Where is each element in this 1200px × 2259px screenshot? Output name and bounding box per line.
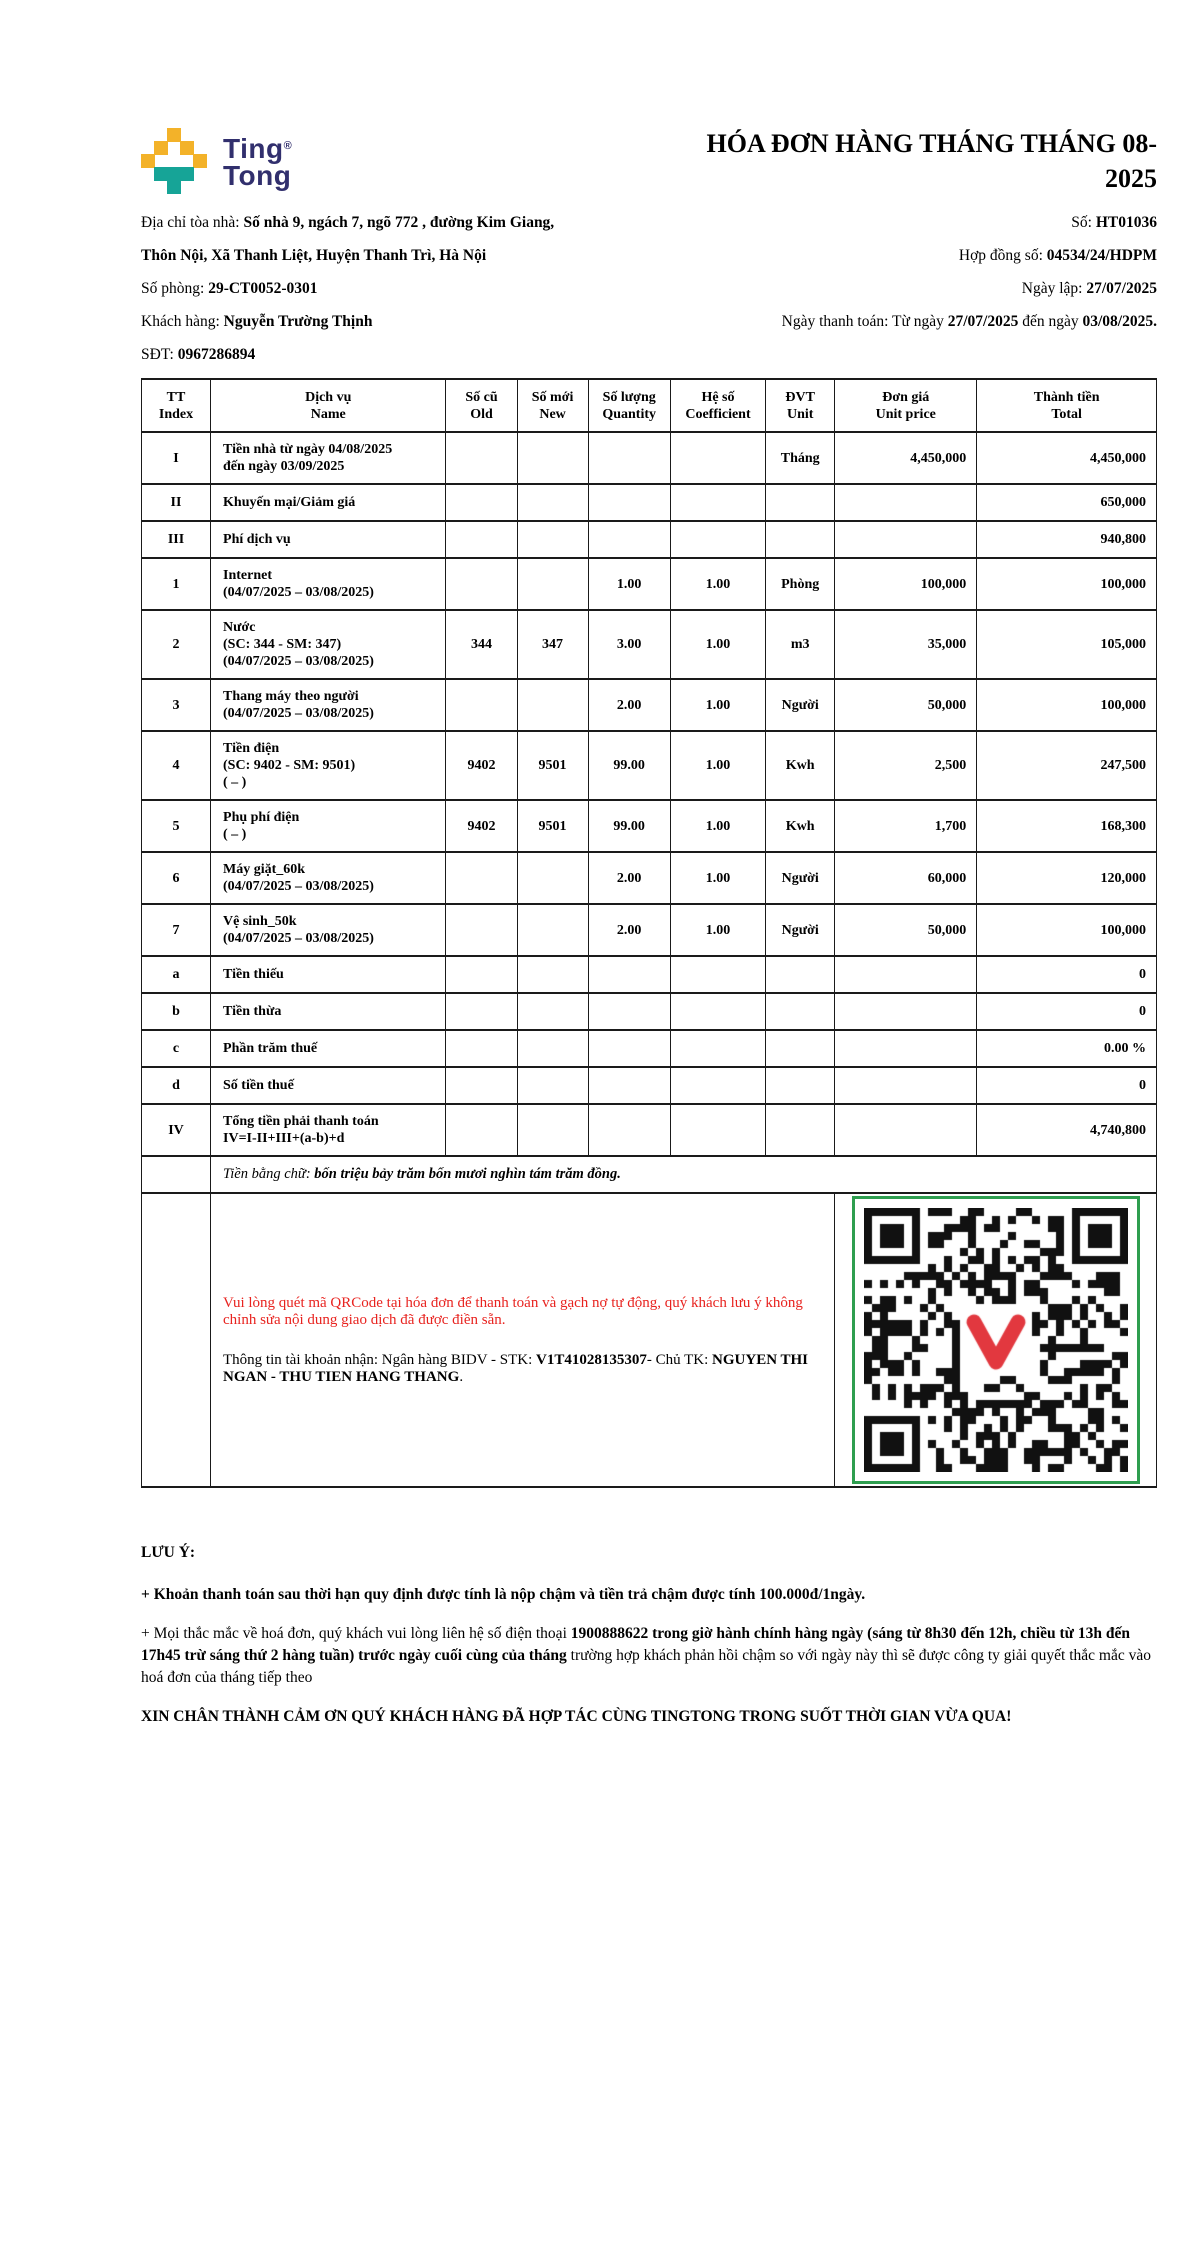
cell-unit bbox=[766, 521, 835, 558]
column-header: TT Index bbox=[142, 379, 211, 432]
table-row bbox=[142, 1104, 1157, 1156]
text-run: 27/07/2025 bbox=[1086, 280, 1157, 297]
cell-old bbox=[446, 1030, 517, 1067]
cell-new bbox=[517, 956, 588, 993]
qr-code bbox=[852, 1196, 1140, 1484]
cell-unit bbox=[766, 1104, 835, 1156]
cell-new bbox=[517, 484, 588, 521]
logo-pixel bbox=[154, 141, 168, 155]
text-run: NGUYEN THI NGAN - THU TIEN HANG THANG bbox=[223, 1351, 809, 1385]
column-header: Đơn giá Unit price bbox=[835, 379, 977, 432]
cell-name: Tiền nhà từ ngày 04/08/2025 đến ngày 03/09/2025 bbox=[211, 432, 446, 484]
text-run: HT01036 bbox=[1095, 214, 1157, 231]
cell-coef bbox=[670, 484, 765, 521]
text-run: V1T41028135307 bbox=[536, 1351, 647, 1368]
cell-new: 9501 bbox=[517, 731, 588, 800]
logo-pixel bbox=[167, 128, 181, 142]
table-row bbox=[142, 521, 1157, 558]
cell-name: Nước (SC: 344 - SM: 347) (04/07/2025 – 03/08/2025) bbox=[211, 610, 446, 679]
cell-new bbox=[517, 521, 588, 558]
qr-instruction-text: Vui lòng quét mã QRCode tại hóa đơn để thanh toán và gạch nợ tự động, quý khách lưu ý không chỉnh sửa nội dung giao dịch đã được điền sẵn. bbox=[223, 1294, 803, 1328]
table-row bbox=[142, 1030, 1157, 1067]
payment-instructions-cell bbox=[211, 1193, 835, 1487]
text-run: Ngày thanh toán: Từ ngày bbox=[781, 313, 948, 330]
text-run: + Khoản thanh toán sau thời hạn quy định được tính là nộp chậm và tiền trả chậm được tính 100.000đ/1ngày. bbox=[141, 1586, 866, 1603]
cell-idx: c bbox=[142, 1030, 211, 1067]
text-run: SĐT: bbox=[141, 346, 178, 363]
cell-coef: 1.00 bbox=[670, 852, 765, 904]
cell-idx: 1 bbox=[142, 558, 211, 610]
logo-pixel bbox=[180, 141, 194, 155]
cell-new bbox=[517, 1030, 588, 1067]
text-run: . bbox=[459, 1368, 464, 1385]
cell-total: 0 bbox=[977, 993, 1157, 1030]
cell-price: 35,000 bbox=[835, 610, 977, 679]
tingtong-logo-text bbox=[223, 133, 292, 189]
cell-price: 50,000 bbox=[835, 679, 977, 731]
cell-total: 0 bbox=[977, 956, 1157, 993]
tingtong-logo-icon bbox=[141, 128, 207, 194]
table-row bbox=[142, 484, 1157, 521]
text-run: Thôn Nội, Xã Thanh Liệt, Huyện Thanh Trì, Hà Nội bbox=[141, 247, 487, 264]
text-run: 04534/24/HDPM bbox=[1046, 247, 1157, 264]
footer-note bbox=[141, 1706, 1157, 1728]
cell-total: 168,300 bbox=[977, 800, 1157, 852]
cell-qty bbox=[588, 956, 670, 993]
cell-total: 0 bbox=[977, 1067, 1157, 1104]
cell-qty bbox=[588, 484, 670, 521]
cell-price: 2,500 bbox=[835, 731, 977, 800]
text-run: 29-CT0052-0301 bbox=[208, 280, 318, 297]
cell-coef: 1.00 bbox=[670, 558, 765, 610]
amount-in-words-label: Tiền bằng chữ: bbox=[223, 1166, 315, 1182]
cell-unit: Kwh bbox=[766, 800, 835, 852]
text-run: trường hợp khách phản hồi chậm so với ngày này thì sẽ được công ty giải quyết thắc mắc vào hoá đơn của tháng tiếp theo bbox=[141, 1647, 1151, 1686]
cell-price bbox=[835, 484, 977, 521]
table-row bbox=[142, 432, 1157, 484]
cell-qty: 1.00 bbox=[588, 558, 670, 610]
cell-price bbox=[835, 1030, 977, 1067]
invoice-meta bbox=[141, 206, 1157, 371]
cell-unit: m3 bbox=[766, 610, 835, 679]
cell-total: 100,000 bbox=[977, 558, 1157, 610]
cell-qty bbox=[588, 432, 670, 484]
cell-idx: b bbox=[142, 993, 211, 1030]
amount-in-words-value: bốn triệu bảy trăm bốn mươi nghìn tám trăm đồng. bbox=[314, 1166, 621, 1182]
meta-line-right bbox=[782, 206, 1157, 239]
cell-idx: 7 bbox=[142, 904, 211, 956]
cell-new: 9501 bbox=[517, 800, 588, 852]
cell-name: Tiền thiếu bbox=[211, 956, 446, 993]
text-run: 03/08/2025. bbox=[1082, 313, 1157, 330]
cell-old bbox=[446, 904, 517, 956]
meta-left-column bbox=[141, 206, 554, 371]
cell-name: Tổng tiền phải thanh toán IV=I-II+III+(a-b)+d bbox=[211, 1104, 446, 1156]
column-header: Hệ số Coefficient bbox=[670, 379, 765, 432]
logo-word-tong: Tong bbox=[223, 160, 292, 191]
cell-new bbox=[517, 1104, 588, 1156]
cell-coef: 1.00 bbox=[670, 904, 765, 956]
text-run: + Mọi thắc mắc về hoá đơn, quý khách vui lòng liên hệ số điện thoại bbox=[141, 1625, 571, 1642]
table-row bbox=[142, 731, 1157, 800]
cell-coef bbox=[670, 956, 765, 993]
column-header: ĐVT Unit bbox=[766, 379, 835, 432]
cell-price: 4,450,000 bbox=[835, 432, 977, 484]
table-row bbox=[142, 679, 1157, 731]
text-run: Thông tin tài khoản nhận: Ngân hàng BIDV - STK: bbox=[223, 1351, 537, 1368]
table-special-rows bbox=[142, 1156, 1157, 1487]
cell-idx: 3 bbox=[142, 679, 211, 731]
cell-total: 247,500 bbox=[977, 731, 1157, 800]
cell-unit bbox=[766, 1030, 835, 1067]
cell-price bbox=[835, 521, 977, 558]
cell-old bbox=[446, 1104, 517, 1156]
cell-total: 120,000 bbox=[977, 852, 1157, 904]
cell-name: Phụ phí điện ( – ) bbox=[211, 800, 446, 852]
cell-new bbox=[517, 432, 588, 484]
cell-total: 4,740,800 bbox=[977, 1104, 1157, 1156]
cell-empty bbox=[142, 1193, 211, 1487]
cell-price bbox=[835, 1104, 977, 1156]
invoice-title: HÓA ĐƠN HÀNG THÁNG THÁNG 08-2025 bbox=[706, 129, 1157, 193]
cell-total: 100,000 bbox=[977, 904, 1157, 956]
logo-pixel bbox=[141, 154, 155, 168]
footer-note bbox=[141, 1623, 1157, 1689]
table-row bbox=[142, 1067, 1157, 1104]
meta-line-left bbox=[141, 272, 554, 305]
header bbox=[141, 126, 1157, 196]
table-row bbox=[142, 904, 1157, 956]
cell-unit: Người bbox=[766, 852, 835, 904]
cell-total: 105,000 bbox=[977, 610, 1157, 679]
cell-name: Khuyến mại/Giảm giá bbox=[211, 484, 446, 521]
cell-new bbox=[517, 993, 588, 1030]
cell-idx: d bbox=[142, 1067, 211, 1104]
cell-qty: 2.00 bbox=[588, 904, 670, 956]
meta-line-left bbox=[141, 338, 554, 371]
cell-price bbox=[835, 993, 977, 1030]
cell-name: Tiền điện (SC: 9402 - SM: 9501) ( – ) bbox=[211, 731, 446, 800]
cell-unit: Người bbox=[766, 679, 835, 731]
meta-line-left bbox=[141, 305, 554, 338]
cell-old bbox=[446, 679, 517, 731]
cell-qty: 2.00 bbox=[588, 679, 670, 731]
cell-new bbox=[517, 1067, 588, 1104]
cell-price: 60,000 bbox=[835, 852, 977, 904]
cell-total: 100,000 bbox=[977, 679, 1157, 731]
cell-name: Máy giặt_60k (04/07/2025 – 03/08/2025) bbox=[211, 852, 446, 904]
cell-idx: II bbox=[142, 484, 211, 521]
invoice-table bbox=[141, 378, 1157, 1488]
logo-pixel bbox=[167, 167, 181, 181]
cell-qty bbox=[588, 1104, 670, 1156]
cell-new bbox=[517, 558, 588, 610]
cell-coef: 1.00 bbox=[670, 610, 765, 679]
cell-coef: 1.00 bbox=[670, 679, 765, 731]
cell-price bbox=[835, 956, 977, 993]
column-header: Dịch vụ Name bbox=[211, 379, 446, 432]
table-row bbox=[142, 800, 1157, 852]
cell-coef bbox=[670, 521, 765, 558]
cell-qty bbox=[588, 1067, 670, 1104]
cell-total: 650,000 bbox=[977, 484, 1157, 521]
cell-new bbox=[517, 679, 588, 731]
text-run: 0967286894 bbox=[177, 346, 256, 363]
table-row bbox=[142, 610, 1157, 679]
cell-unit bbox=[766, 956, 835, 993]
footer-note bbox=[141, 1584, 1157, 1606]
cell-idx: 4 bbox=[142, 731, 211, 800]
cell-idx: III bbox=[142, 521, 211, 558]
cell-name: Phần trăm thuế bbox=[211, 1030, 446, 1067]
text-run: Số: bbox=[1071, 214, 1096, 231]
qr-code-canvas bbox=[864, 1208, 1128, 1472]
column-header: Số mới New bbox=[517, 379, 588, 432]
cell-name: Thang máy theo người (04/07/2025 – 03/08/2025) bbox=[211, 679, 446, 731]
text-run: Số nhà 9, ngách 7, ngõ 772 , đường Kim Giang, bbox=[243, 214, 555, 231]
cell-empty bbox=[142, 1156, 211, 1193]
cell-old: 9402 bbox=[446, 731, 517, 800]
cell-total: 940,800 bbox=[977, 521, 1157, 558]
cell-unit bbox=[766, 1067, 835, 1104]
cell-coef bbox=[670, 1067, 765, 1104]
table-row bbox=[142, 558, 1157, 610]
bank-account-info bbox=[223, 1352, 814, 1386]
cell-idx: a bbox=[142, 956, 211, 993]
text-run: 27/07/2025 bbox=[947, 313, 1019, 330]
cell-old bbox=[446, 558, 517, 610]
cell-price: 1,700 bbox=[835, 800, 977, 852]
table-header-row bbox=[142, 379, 1157, 432]
cell-unit: Kwh bbox=[766, 731, 835, 800]
column-header: Số cũ Old bbox=[446, 379, 517, 432]
cell-coef bbox=[670, 993, 765, 1030]
logo-pixel bbox=[154, 167, 168, 181]
cell-unit: Tháng bbox=[766, 432, 835, 484]
table-row bbox=[142, 993, 1157, 1030]
amount-in-words-row bbox=[142, 1156, 1157, 1193]
cell-idx: IV bbox=[142, 1104, 211, 1156]
cell-price: 50,000 bbox=[835, 904, 977, 956]
cell-coef bbox=[670, 432, 765, 484]
meta-line-right bbox=[782, 305, 1157, 338]
cell-idx: 6 bbox=[142, 852, 211, 904]
table-body bbox=[142, 432, 1157, 1156]
cell-qty bbox=[588, 521, 670, 558]
cell-idx: I bbox=[142, 432, 211, 484]
logo-pixel bbox=[180, 167, 194, 181]
cell-coef bbox=[670, 1104, 765, 1156]
cell-qty bbox=[588, 1030, 670, 1067]
text-run: Nguyễn Trường Thịnh bbox=[223, 313, 373, 330]
meta-line-left bbox=[141, 239, 554, 272]
cell-old bbox=[446, 432, 517, 484]
cell-old bbox=[446, 521, 517, 558]
cell-old bbox=[446, 484, 517, 521]
cell-unit bbox=[766, 993, 835, 1030]
cell-new bbox=[517, 904, 588, 956]
text-run: Số phòng: bbox=[141, 280, 209, 297]
registered-mark: ® bbox=[283, 140, 293, 152]
cell-total: 4,450,000 bbox=[977, 432, 1157, 484]
tingtong-logo bbox=[141, 126, 292, 196]
cell-unit bbox=[766, 484, 835, 521]
table-row bbox=[142, 956, 1157, 993]
cell-total: 0.00 % bbox=[977, 1030, 1157, 1067]
cell-idx: 2 bbox=[142, 610, 211, 679]
cell-qty: 3.00 bbox=[588, 610, 670, 679]
cell-name: Internet (04/07/2025 – 03/08/2025) bbox=[211, 558, 446, 610]
text-run: Ngày lập: bbox=[1021, 280, 1087, 297]
cell-coef bbox=[670, 1030, 765, 1067]
footer-heading: LƯU Ý: bbox=[141, 1544, 196, 1561]
cell-name: Số tiền thuế bbox=[211, 1067, 446, 1104]
text-run: Địa chỉ tòa nhà: bbox=[141, 214, 244, 231]
table-row bbox=[142, 852, 1157, 904]
cell-unit: Phòng bbox=[766, 558, 835, 610]
cell-qty bbox=[588, 993, 670, 1030]
column-header: Số lượng Quantity bbox=[588, 379, 670, 432]
logo-pixel bbox=[167, 180, 181, 194]
qr-code-cell bbox=[835, 1193, 1157, 1487]
cell-old bbox=[446, 993, 517, 1030]
cell-new: 347 bbox=[517, 610, 588, 679]
text-run: 1900888622 trong giờ hành chính hàng ngày (sáng từ 8h30 đến 12h, chiều từ 13h đến 17h45 trừ sáng thứ 2 hàng tuần) trước ngày cuối cùng của tháng bbox=[141, 1625, 1130, 1664]
qr-row bbox=[142, 1193, 1157, 1487]
cell-old bbox=[446, 852, 517, 904]
cell-coef: 1.00 bbox=[670, 731, 765, 800]
cell-old: 344 bbox=[446, 610, 517, 679]
cell-name: Phí dịch vụ bbox=[211, 521, 446, 558]
logo-pixel bbox=[193, 154, 207, 168]
cell-name: Vệ sinh_50k (04/07/2025 – 03/08/2025) bbox=[211, 904, 446, 956]
cell-coef: 1.00 bbox=[670, 800, 765, 852]
cell-old: 9402 bbox=[446, 800, 517, 852]
text-run: - Chủ TK: bbox=[646, 1351, 713, 1368]
cell-old bbox=[446, 956, 517, 993]
text-run: Khách hàng: bbox=[141, 313, 224, 330]
cell-idx: 5 bbox=[142, 800, 211, 852]
meta-line-right bbox=[782, 272, 1157, 305]
text-run: đến ngày bbox=[1018, 313, 1083, 330]
text-run: XIN CHÂN THÀNH CẢM ƠN QUÝ KHÁCH HÀNG ĐÃ HỢP TÁC CÙNG TINGTONG TRONG SUỐT THỜI GIAN VỪA QUA! bbox=[141, 1708, 1012, 1725]
cell-price bbox=[835, 1067, 977, 1104]
logo-word-ting: Ting bbox=[223, 133, 284, 164]
text-run: Hợp đồng số: bbox=[958, 247, 1047, 264]
column-header: Thành tiền Total bbox=[977, 379, 1157, 432]
footer-notes bbox=[141, 1542, 1157, 1745]
meta-line-left bbox=[141, 206, 554, 239]
cell-new bbox=[517, 852, 588, 904]
cell-old bbox=[446, 1067, 517, 1104]
cell-price: 100,000 bbox=[835, 558, 977, 610]
cell-qty: 2.00 bbox=[588, 852, 670, 904]
amount-in-words-cell bbox=[211, 1156, 1157, 1193]
meta-right-column bbox=[782, 206, 1157, 371]
cell-qty: 99.00 bbox=[588, 800, 670, 852]
cell-unit: Người bbox=[766, 904, 835, 956]
meta-line-right bbox=[782, 239, 1157, 272]
footer-notes-list bbox=[141, 1584, 1157, 1728]
cell-qty: 99.00 bbox=[588, 731, 670, 800]
cell-name: Tiền thừa bbox=[211, 993, 446, 1030]
